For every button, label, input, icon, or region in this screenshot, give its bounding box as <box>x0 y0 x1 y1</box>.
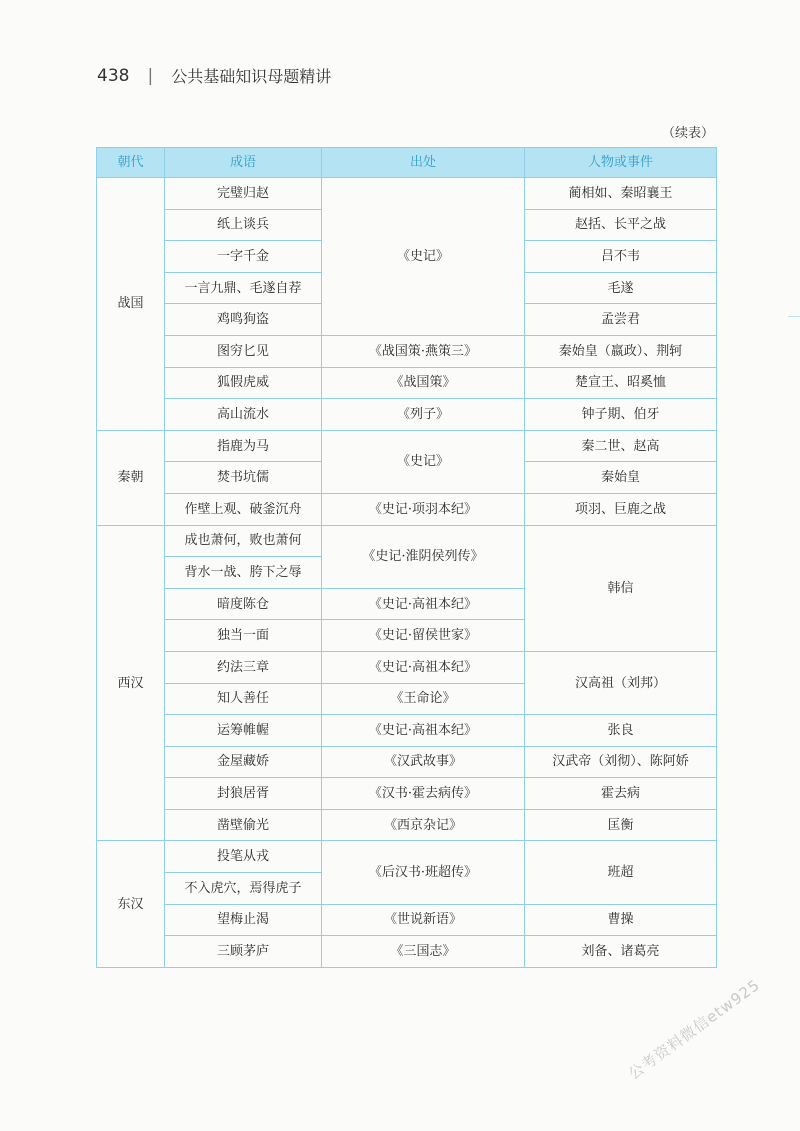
table-row <box>97 493 717 525</box>
idiom-cell: 金屋藏娇 <box>165 746 322 778</box>
person-cell: 张良 <box>525 715 717 747</box>
source-cell: 《史记·淮阴侯列传》 <box>322 525 525 588</box>
column-header-person: 人物或事件 <box>525 148 717 178</box>
idiom-cell: 三顾茅庐 <box>165 936 322 968</box>
table-row <box>97 936 717 968</box>
source-cell: 《史记》 <box>322 430 525 493</box>
person-cell: 项羽、巨鹿之战 <box>525 493 717 525</box>
table-row <box>97 335 717 367</box>
idiom-cell: 望梅止渴 <box>165 904 322 936</box>
person-cell: 刘备、诸葛亮 <box>525 936 717 968</box>
idiom-cell: 完璧归赵 <box>165 178 322 210</box>
source-cell: 《史记·高祖本纪》 <box>322 588 525 620</box>
idiom-cell: 一字千金 <box>165 241 322 273</box>
table-header-row <box>97 148 717 178</box>
table-row <box>97 715 717 747</box>
page-edge-mark <box>788 316 800 317</box>
source-cell: 《史记》 <box>322 178 525 336</box>
source-cell: 《史记·高祖本纪》 <box>322 715 525 747</box>
source-cell: 《战国策》 <box>322 367 525 399</box>
idiom-cell: 不入虎穴，焉得虎子 <box>165 873 322 905</box>
idiom-cell: 鸡鸣狗盗 <box>165 304 322 336</box>
person-cell: 曹操 <box>525 904 717 936</box>
table-row <box>97 809 717 841</box>
person-cell: 班超 <box>525 841 717 904</box>
person-cell: 楚宣王、昭奚恤 <box>525 367 717 399</box>
watermark-text: 公考资料微信etw925 <box>625 975 764 1084</box>
source-cell: 《列子》 <box>322 399 525 431</box>
idiom-cell: 背水一战、胯下之辱 <box>165 557 322 589</box>
idiom-cell: 狐假虎威 <box>165 367 322 399</box>
person-cell: 汉高祖（刘邦） <box>525 651 717 714</box>
idiom-cell: 凿壁偷光 <box>165 809 322 841</box>
source-cell: 《西京杂记》 <box>322 809 525 841</box>
idiom-cell: 焚书坑儒 <box>165 462 322 494</box>
column-header-idiom: 成语 <box>165 148 322 178</box>
table-row <box>97 430 717 462</box>
table-row <box>97 746 717 778</box>
source-cell: 《史记·高祖本纪》 <box>322 651 525 683</box>
person-cell: 蔺相如、秦昭襄王 <box>525 178 717 210</box>
source-cell: 《三国志》 <box>322 936 525 968</box>
idiom-cell: 成也萧何，败也萧何 <box>165 525 322 557</box>
source-cell: 《后汉书·班超传》 <box>322 841 525 904</box>
header-separator: | <box>147 65 154 86</box>
book-title: 公共基础知识母题精讲 <box>171 67 332 86</box>
dynasty-cell: 战国 <box>97 178 165 431</box>
person-cell: 钟子期、伯牙 <box>525 399 717 431</box>
idiom-cell: 独当一面 <box>165 620 322 652</box>
table-continued-note: （续表） <box>661 126 714 141</box>
table-row <box>97 399 717 431</box>
idiom-cell: 封狼居胥 <box>165 778 322 810</box>
page-number: 438 <box>97 65 130 86</box>
source-cell: 《汉武故事》 <box>322 746 525 778</box>
source-cell: 《汉书·霍去病传》 <box>322 778 525 810</box>
person-cell: 秦二世、赵高 <box>525 430 717 462</box>
person-cell: 霍去病 <box>525 778 717 810</box>
dynasty-cell: 秦朝 <box>97 430 165 525</box>
person-cell: 赵括、长平之战 <box>525 209 717 241</box>
source-cell: 《史记·留侯世家》 <box>322 620 525 652</box>
column-header-dynasty: 朝代 <box>97 148 165 178</box>
page-header <box>97 64 331 87</box>
person-cell: 韩信 <box>525 525 717 651</box>
person-cell: 秦始皇（嬴政）、荆轲 <box>525 335 717 367</box>
person-cell: 吕不韦 <box>525 241 717 273</box>
person-cell: 毛遂 <box>525 272 717 304</box>
table-row <box>97 904 717 936</box>
source-cell: 《王命论》 <box>322 683 525 715</box>
source-cell: 《史记·项羽本纪》 <box>322 493 525 525</box>
table-row <box>97 778 717 810</box>
idiom-cell: 图穷匕见 <box>165 335 322 367</box>
idiom-cell: 作壁上观、破釜沉舟 <box>165 493 322 525</box>
person-cell: 匡衡 <box>525 809 717 841</box>
idiom-cell: 高山流水 <box>165 399 322 431</box>
source-cell: 《战国策·燕策三》 <box>322 335 525 367</box>
idiom-cell: 纸上谈兵 <box>165 209 322 241</box>
idiom-cell: 约法三章 <box>165 651 322 683</box>
source-cell: 《世说新语》 <box>322 904 525 936</box>
idiom-table <box>96 147 717 968</box>
table-row <box>97 651 717 683</box>
table-row <box>97 178 717 210</box>
person-cell: 孟尝君 <box>525 304 717 336</box>
table-row <box>97 525 717 557</box>
dynasty-cell: 西汉 <box>97 525 165 841</box>
idiom-cell: 一言九鼎、毛遂自荐 <box>165 272 322 304</box>
column-header-source: 出处 <box>322 148 525 178</box>
dynasty-cell: 东汉 <box>97 841 165 967</box>
idiom-cell: 暗度陈仓 <box>165 588 322 620</box>
person-cell: 秦始皇 <box>525 462 717 494</box>
table-row <box>97 841 717 873</box>
idiom-cell: 运筹帷幄 <box>165 715 322 747</box>
idiom-cell: 投笔从戎 <box>165 841 322 873</box>
table-row <box>97 367 717 399</box>
idiom-cell: 知人善任 <box>165 683 322 715</box>
idiom-cell: 指鹿为马 <box>165 430 322 462</box>
person-cell: 汉武帝（刘彻）、陈阿娇 <box>525 746 717 778</box>
